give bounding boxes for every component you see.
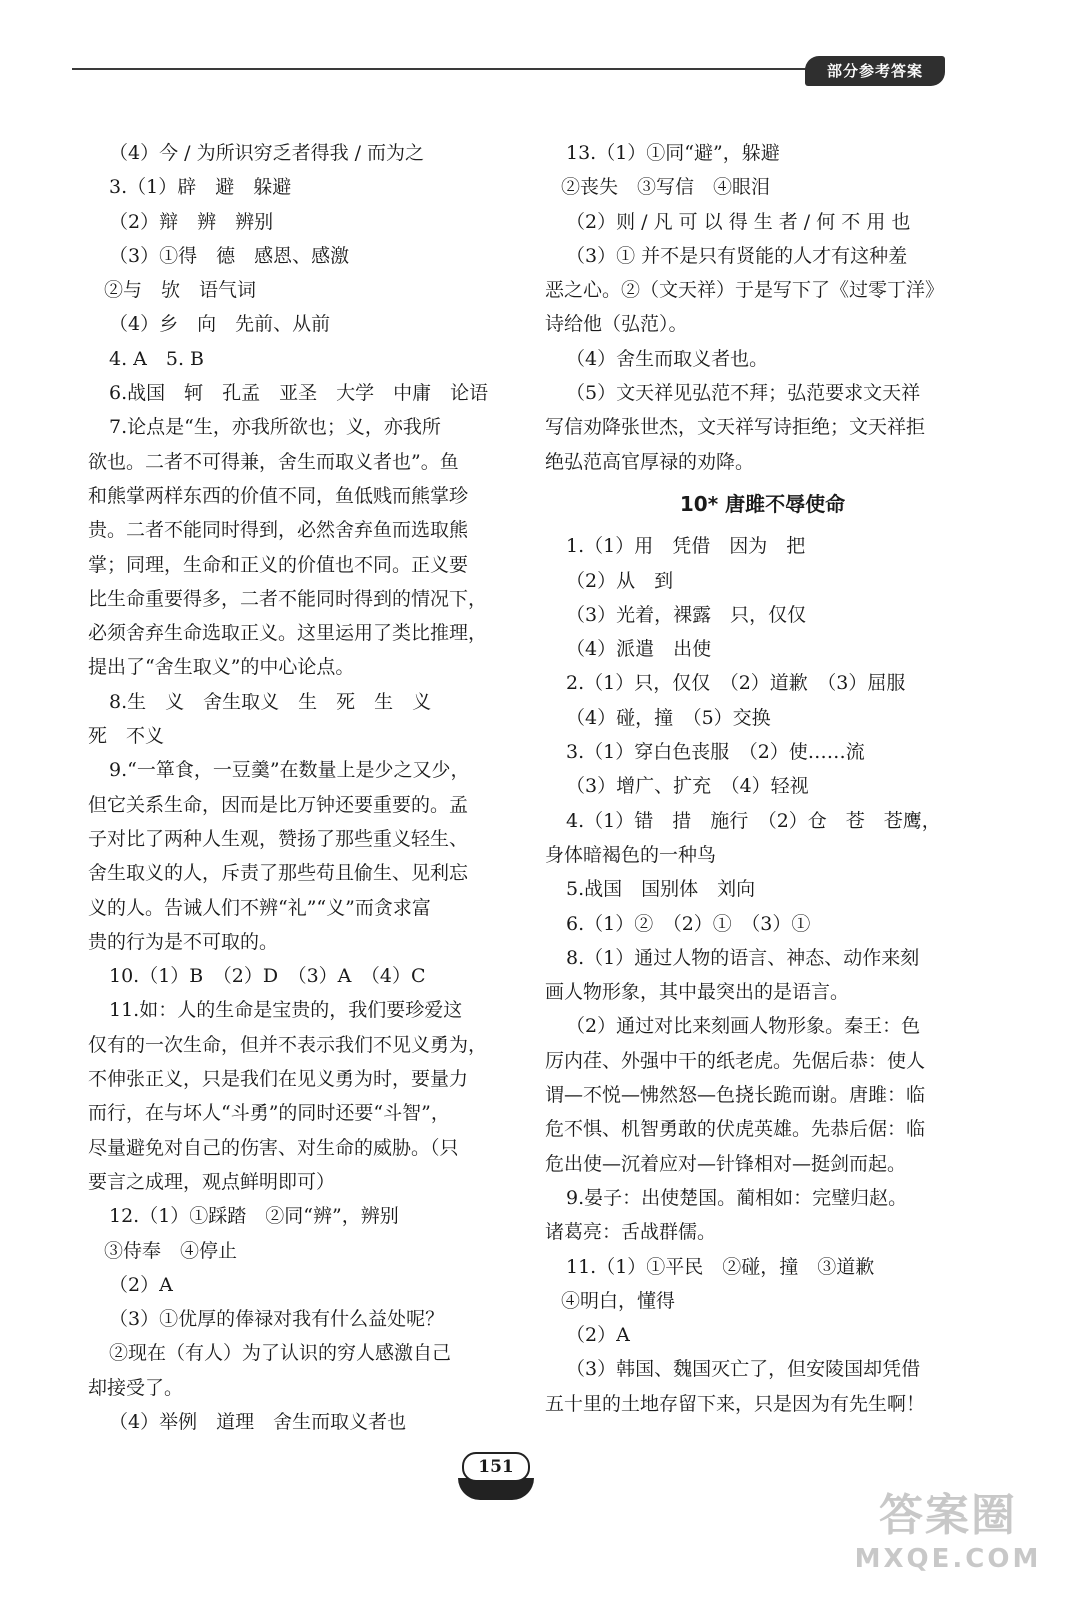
answer-line: 11.（1）①平民 ②碰，撞 ③道歉 bbox=[566, 1255, 875, 1278]
answer-line: 13.（1）①同“避”，躲避 bbox=[566, 142, 780, 164]
page-number: 151 bbox=[462, 1452, 530, 1482]
answer-line: 9.晏子：出使楚国。蔺相如：完璧归赵。 bbox=[566, 1186, 908, 1209]
answer-line: （4）舍生而取义者也。 bbox=[566, 347, 769, 370]
answer-line: 身体暗褐色的一种鸟 bbox=[545, 843, 717, 866]
answer-line: 5.战国 国别体 刘向 bbox=[566, 878, 756, 901]
answer-line: 掌；同理，生命和正义的价值也不同。正义要 bbox=[88, 553, 469, 576]
answer-line: （2）A bbox=[566, 1324, 630, 1347]
answer-line: 8.（1）通过人物的语言、神态、动作来刻 bbox=[566, 946, 920, 969]
answer-line: 义的人。告诫人们不辨“礼”“义”而贪求富 bbox=[88, 896, 431, 919]
answer-line: 谓—不悦—怫然怒—色挠长跪而谢。唐雎：临 bbox=[545, 1084, 926, 1107]
answer-line: 4.（1）错 措 施行 （2）仓 苍 苍鹰， bbox=[566, 809, 941, 832]
answer-line: （4）今 / 为所识穷乏者得我 / 而为之 bbox=[109, 142, 425, 164]
answer-line: 和熊掌两样东西的价值不同，鱼低贱而熊掌珍 bbox=[88, 484, 469, 507]
answer-line: （3）韩国、魏国灭亡了，但安陵国却凭借 bbox=[566, 1358, 921, 1381]
right-column bbox=[545, 136, 950, 1421]
answer-line: 11.如：人的生命是宝贵的，我们要珍爱这 bbox=[109, 999, 463, 1022]
answer-line: 诸葛亮：舌战群儒。 bbox=[545, 1221, 717, 1244]
answer-line: （3）①得 德 感恩、感激 bbox=[109, 244, 350, 267]
answer-line: 7.论点是“生，亦我所欲也；义，亦我所 bbox=[109, 416, 441, 439]
answer-line: （2）辩 辨 辨别 bbox=[109, 210, 274, 233]
answer-line: 舍生取义的人，斥责了那些苟且偷生、见利忘 bbox=[88, 862, 469, 885]
answer-line: 6.战国 轲 孔孟 亚圣 大学 中庸 论语 bbox=[109, 382, 489, 405]
watermark-logo bbox=[848, 1488, 1048, 1588]
answer-line: 子对比了两种人生观，赞扬了那些重义轻生、 bbox=[88, 827, 469, 850]
answer-line: 诗给他（弘范）。 bbox=[545, 313, 688, 336]
answer-line: （4）乡 向 先前、从前 bbox=[109, 313, 331, 336]
watermark-main: 答案圈 bbox=[879, 1490, 1017, 1541]
answer-line: 不伸张正义，只是我们在见义勇为时，要量力 bbox=[88, 1068, 469, 1091]
watermark-sub: MXQE.COM bbox=[854, 1544, 1042, 1574]
answer-line: ③侍奉 ④停止 bbox=[104, 1239, 238, 1262]
answer-line: 比生命重要得多，二者不能同时得到的情况下， bbox=[88, 587, 488, 610]
answer-line: 画人物形象，其中最突出的是语言。 bbox=[545, 981, 850, 1004]
answer-line: 但它关系生命，因而是比万钟还要重要的。孟 bbox=[88, 793, 469, 816]
left-column bbox=[88, 136, 493, 1439]
section-title: 10* 唐雎不辱使命 bbox=[679, 491, 846, 516]
answer-line: 10.（1）B （2）D （3）A （4）C bbox=[109, 965, 426, 988]
answer-line: 五十里的土地存留下来，只是因为有先生啊！ bbox=[545, 1392, 926, 1415]
answer-line: 6.（1）② （2）① （3）① bbox=[566, 912, 811, 935]
answer-line: 贵。二者不能同时得到，必然舍弃鱼而选取熊 bbox=[88, 519, 469, 542]
answer-line: 却接受了。 bbox=[88, 1376, 184, 1399]
answer-line: 死 不义 bbox=[88, 725, 165, 748]
answer-line: ②与 欤 语气词 bbox=[104, 279, 257, 302]
answer-line: 危出使—沉着应对—针锋相对—挺剑而起。 bbox=[545, 1152, 907, 1175]
answer-line: 必须舍弃生命选取正义。这里运用了类比推理， bbox=[88, 622, 488, 645]
answer-line: 12.（1）①踩踏 ②同“辨”，辨别 bbox=[109, 1205, 399, 1228]
header-badge: 部分参考答案 bbox=[805, 56, 945, 86]
answer-line: （2）A bbox=[109, 1273, 173, 1296]
answer-line: 1.（1）用 凭借 因为 把 bbox=[566, 535, 806, 558]
answer-line: ④明白，懂得 bbox=[561, 1289, 676, 1312]
answer-line: 恶之心。②（文天祥）于是写下了《过零丁洋》 bbox=[545, 279, 945, 302]
answer-line: （2）通过对比来刻画人物形象。秦王：色 bbox=[566, 1015, 921, 1038]
answer-line: ②现在（有人）为了认识的穷人感激自己 bbox=[109, 1342, 452, 1365]
answer-line: 提出了“舍生取义”的中心论点。 bbox=[88, 656, 355, 679]
answer-line: 4. A 5. B bbox=[109, 347, 205, 370]
answer-line: 8.生 义 舍生取义 生 死 生 义 bbox=[109, 690, 432, 713]
answer-line: 3.（1）辟 避 躲避 bbox=[109, 176, 292, 199]
answer-line: 危不惧、机智勇敢的伏虎英雄。先恭后倨：临 bbox=[545, 1118, 926, 1141]
answer-line: （4）举例 道理 舍生而取义者也 bbox=[109, 1410, 407, 1433]
answer-line: （3）①优厚的俸禄对我有什么益处呢？ bbox=[109, 1308, 445, 1331]
answer-line: 2.（1）只，仅仅 （2）道歉 （3）屈服 bbox=[566, 672, 906, 695]
page-number-badge bbox=[452, 1448, 542, 1508]
answer-line: （2）从 到 bbox=[566, 569, 674, 592]
answer-line: 欲也。二者不可得兼，舍生而取义者也”。鱼 bbox=[88, 450, 459, 473]
answer-line: （3）光着，裸露 只，仅仅 bbox=[566, 603, 807, 626]
answer-line: 3.（1）穿白色丧服 （2）使……流 bbox=[566, 741, 865, 764]
answer-line: （5）文天祥见弘范不拜；弘范要求文天祥 bbox=[566, 382, 921, 405]
answer-line: 9.“一箪食，一豆羹”在数量上是少之又少， bbox=[109, 759, 470, 782]
answer-line: 写信劝降张世杰，文天祥写诗拒绝；文天祥拒 bbox=[545, 416, 926, 439]
answer-line: 仅有的一次生命，但并不表示我们不见义勇为， bbox=[88, 1033, 488, 1056]
answer-line: ②丧失 ③写信 ④眼泪 bbox=[561, 176, 771, 199]
answer-line: 绝弘范高官厚禄的劝降。 bbox=[545, 450, 755, 473]
answer-line: （4）碰，撞 （5）交换 bbox=[566, 706, 771, 729]
answer-line: （3）增广、扩充 （4）轻视 bbox=[566, 775, 809, 798]
answer-line: 尽量避免对自己的伤害、对生命的威胁。（只 bbox=[88, 1136, 459, 1159]
answer-line: （2）则 / 凡 可 以 得 生 者 / 何 不 用 也 bbox=[566, 210, 911, 233]
answer-line: 厉内荏、外强中干的纸老虎。先倨后恭：使人 bbox=[545, 1049, 926, 1072]
header-rule bbox=[72, 68, 817, 70]
answer-line: 贵的行为是不可取的。 bbox=[88, 930, 279, 953]
answer-line: （4）派遣 出使 bbox=[566, 638, 712, 661]
answer-line: （3）① 并不是只有贤能的人才有这种羞 bbox=[566, 244, 908, 267]
answer-line: 要言之成理，观点鲜明即可） bbox=[88, 1170, 336, 1193]
answer-line: 而行，在与坏人“斗勇”的同时还要“斗智”， bbox=[88, 1102, 450, 1125]
